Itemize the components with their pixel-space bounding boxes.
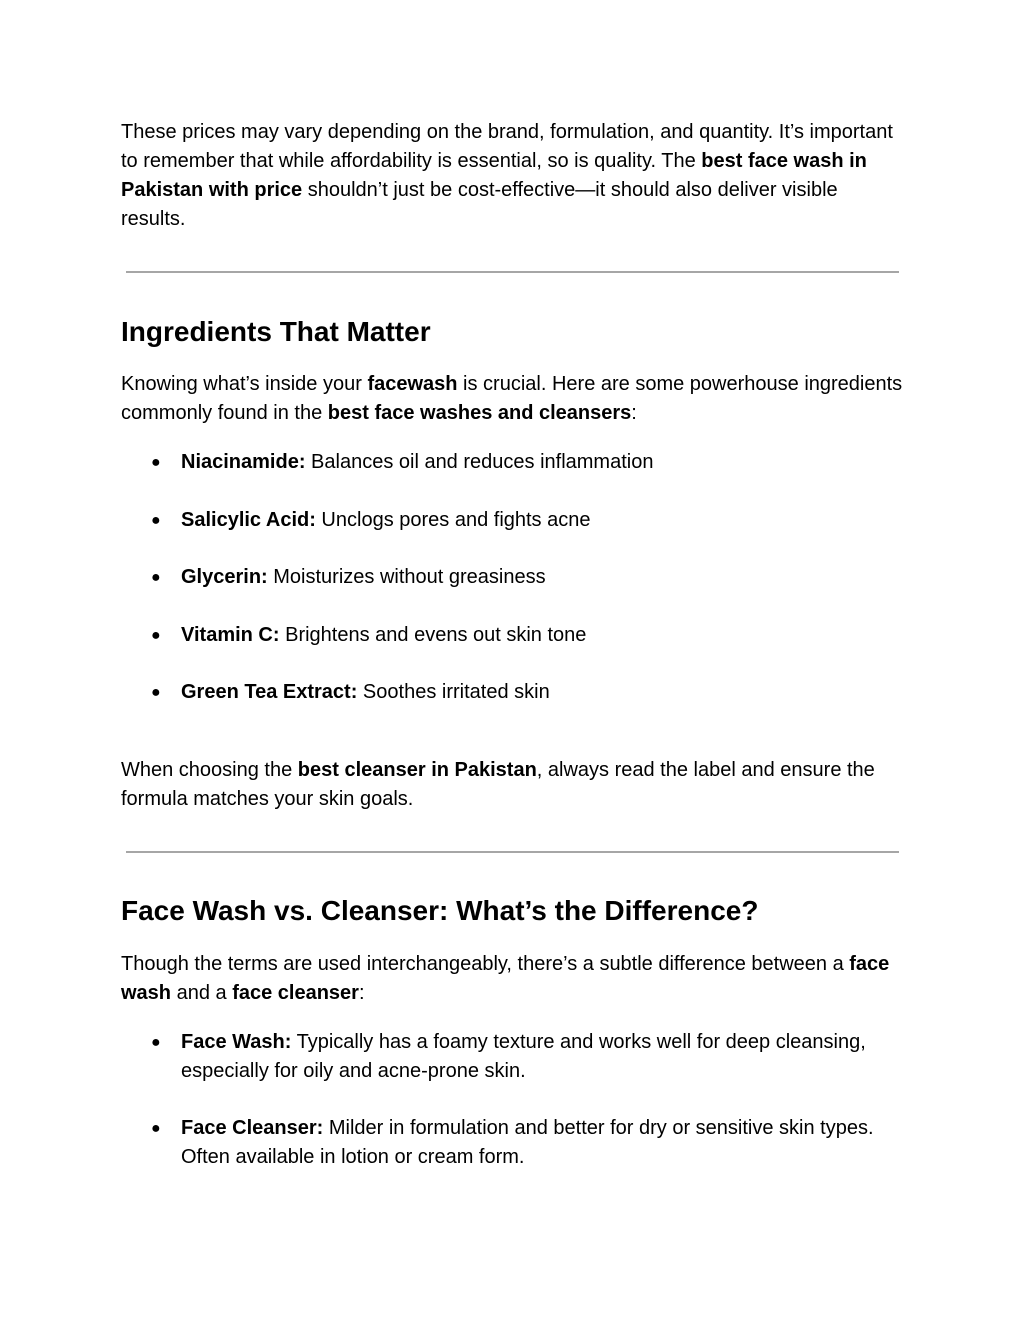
bullet-icon: ● [151,626,161,644]
ingredient-label: Salicylic Acid: [181,508,316,531]
list-item [121,563,906,592]
difference-heading: Face Wash vs. Cleanser: What’s the Difference? [121,895,759,926]
list-item [121,1028,906,1086]
ingredient-description: Brightens and evens out skin tone [279,623,587,646]
ingredients-intro-text-2: is crucial. Here are some powerhouse ingredients commonly found in the [121,373,903,424]
bullet-icon: ● [151,511,161,529]
difference-description: Typically has a foamy texture and works well for deep cleansing, especially for oily and acne-prone skin. [181,1031,866,1082]
ingredient-description: Soothes irritated skin [357,681,550,703]
bullet-icon: ● [151,684,161,701]
choice-text-1: When choosing the [121,759,298,781]
difference-intro-text-1: Though the terms are used interchangeably, there’s a subtle difference between a [121,953,850,975]
ingredient-description: Moisturizes without greasiness [267,566,546,588]
list-item [121,621,906,650]
horizontal-divider [126,271,899,273]
difference-list [121,1028,906,1200]
intro-text-2: shouldn’t just be cost-effective—it should also deliver visible results. [121,179,838,230]
list-item [121,678,906,707]
difference-label: Face Cleanser: [181,1117,324,1139]
list-item [121,506,906,535]
difference-intro-text-3: : [358,982,365,1004]
difference-label: Face Wash: [181,1031,292,1053]
intro-text-1: These prices may vary depending on the brand, formulation, and quantity. It’s important to remember that while affordability is essential, so is quality. The [121,121,893,172]
list-item [121,1114,906,1172]
cleanser-choice-paragraph [121,756,906,814]
ingredients-keyword-facewash: facewash [367,373,458,395]
difference-intro-text-2: and a [171,982,233,1004]
difference-description: Milder in formulation and better for dry or sensitive skin types. Often available in lotion or cream form. [181,1117,874,1168]
difference-intro-paragraph [121,950,906,1008]
ingredients-keyword-best-face-washes: best face washes and cleansers [327,402,632,424]
choice-text-2: , always read the label and ensure the formula matches your skin goals. [121,759,875,810]
ingredient-label: Vitamin C: [181,623,280,646]
ingredients-heading: Ingredients That Matter [121,316,431,347]
ingredient-label: Niacinamide: [181,451,306,473]
ingredient-description: Balances oil and reduces inflammation [305,451,654,473]
ingredient-label: Glycerin: [181,566,268,588]
ingredients-intro-paragraph [121,370,906,428]
ingredients-intro-text-3: : [631,402,637,424]
difference-keyword-face-cleanser: face cleanser [232,982,359,1004]
ingredient-description: Unclogs pores and fights acne [315,508,591,531]
bullet-icon: ● [151,1034,161,1051]
ingredient-label: Green Tea Extract: [181,681,358,703]
bullet-icon: ● [151,569,161,586]
intro-paragraph [121,118,906,234]
bullet-icon: ● [151,454,161,471]
list-item [121,448,906,477]
bullet-icon: ● [151,1120,161,1137]
choice-keyword-best-cleanser: best cleanser in Pakistan [297,759,537,781]
horizontal-divider [126,851,899,853]
ingredients-list [121,448,906,736]
difference-keyword-face-wash: face wash [121,953,890,1004]
ingredients-intro-text-1: Knowing what’s inside your [121,373,368,395]
intro-keyword-best-face-wash: best face wash in Pakistan with price [121,150,867,201]
